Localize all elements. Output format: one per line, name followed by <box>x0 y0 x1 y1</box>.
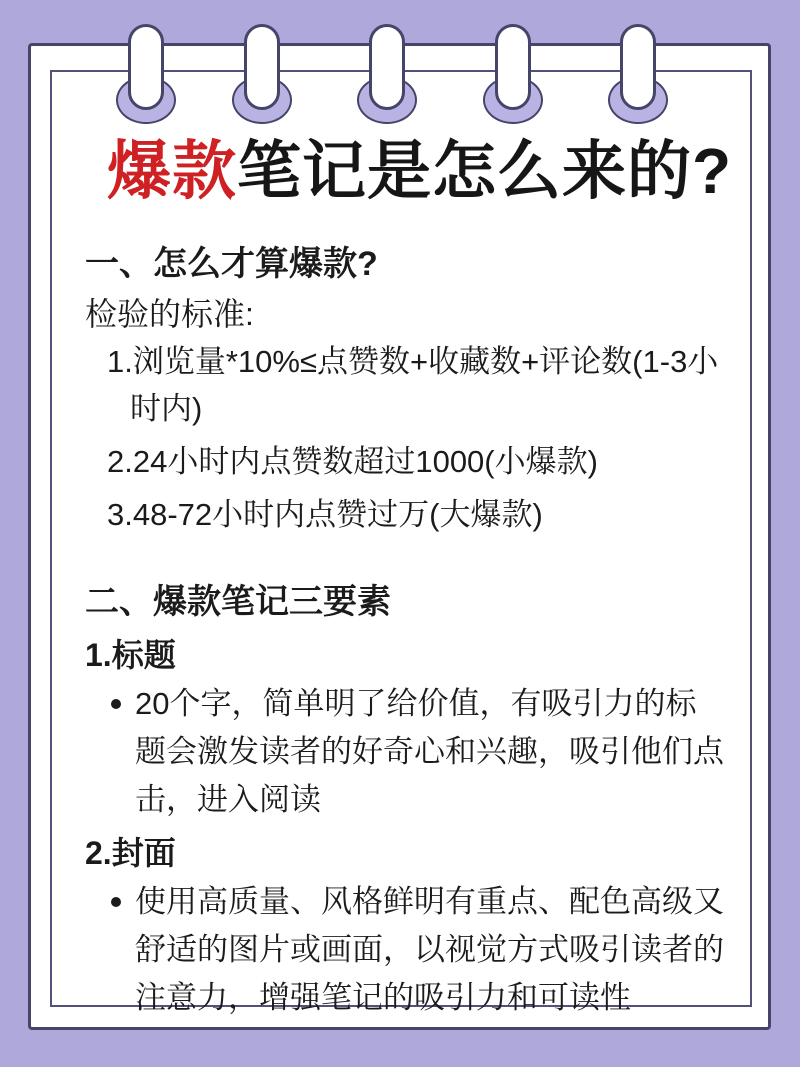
binder-loop-icon <box>620 24 656 110</box>
binder-loop-icon <box>495 24 531 110</box>
bullet-text: 使用高质量、风格鲜明有重点、配色高级又舒适的图片或画面，以视觉方式吸引读者的注意力，增强笔记的吸引力和可读性 <box>135 884 724 1015</box>
list-item: 2.24小时内点赞数超过1000(小爆款) <box>107 444 598 479</box>
page-title-rest: 笔记是怎么来的? <box>237 135 733 207</box>
notebook-inner-card <box>50 70 752 1015</box>
list-item <box>85 878 725 1022</box>
binder-loop-icon <box>244 24 280 110</box>
criteria-list <box>85 338 728 538</box>
list-item: 3.48-72小时内点赞过万(大爆款) <box>107 497 543 532</box>
list-item: 1.浏览量*10%≤点赞数+收藏数+评论数(1-3小时内) <box>107 344 719 426</box>
binder-loop-icon <box>128 24 164 110</box>
list-item <box>85 680 725 824</box>
bullet-icon <box>111 897 121 907</box>
subsection-cover-label: 2.封面 <box>85 835 176 871</box>
binder-loop-icon <box>369 24 405 110</box>
subsection-title-label: 1.标题 <box>85 637 176 673</box>
section-2-heading: 二、爆款笔记三要素 <box>85 583 391 621</box>
page-title-highlight: 爆款 <box>107 135 237 207</box>
page-title <box>107 134 733 208</box>
section-1-intro: 检验的标准: <box>85 296 254 332</box>
bullet-text: 20个字，简单明了给价值，有吸引力的标题会激发读者的好奇心和兴趣，吸引他们点击，进入阅读 <box>135 686 724 817</box>
section-1-heading: 一、怎么才算爆款? <box>85 245 378 283</box>
bullet-icon <box>111 699 121 709</box>
